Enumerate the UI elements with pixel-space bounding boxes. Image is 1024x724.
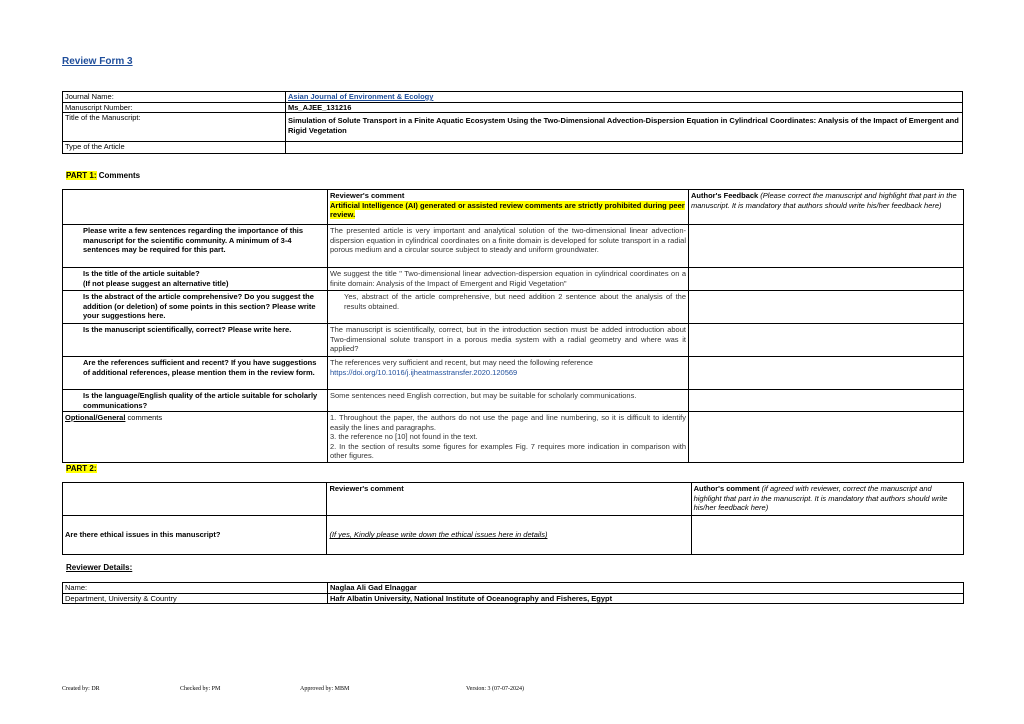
comment-title: We suggest the title " Two-dimensional linear advection-dispersion equation in cylindrical coordinates on a finite domain: Analysis of the Impact of Emergent and Rigid Vegetation"	[328, 268, 689, 291]
feedback-optional[interactable]	[689, 412, 964, 463]
ethics-question: Are there ethical issues in this manuscript?	[63, 516, 327, 555]
part2-reviewer-heading: Reviewer's comment	[327, 483, 691, 516]
reviewer-name-value: Naglaa Ali Gad Elnaggar	[328, 583, 964, 594]
feedback-scientific[interactable]	[689, 324, 964, 357]
feedback-references[interactable]	[689, 357, 964, 390]
part2-author-heading	[691, 483, 963, 516]
reviewer-comment-heading: Reviewer's comment	[330, 191, 405, 200]
part1-label	[66, 171, 140, 180]
ai-warning-text: Artificial Intelligence (AI) generated or assisted review comments are strictly prohibited during peer review.	[330, 200, 685, 219]
optional-item: 3. the reference no [10] not found in the text.	[330, 432, 478, 441]
author-feedback-instructions: (Please correct the manuscript and highlight that part in the manuscript. It is mandatory that authors should write his/her feedback here)	[691, 191, 957, 210]
feedback-language[interactable]	[689, 390, 964, 412]
part1-header-author	[689, 190, 964, 225]
manuscript-title-label: Title of the Manuscript:	[63, 113, 286, 142]
reviewer-dept-value: Hafr Albatin University, National Institute of Oceanography and Fisheres, Egypt	[328, 593, 964, 604]
optional-label-bold: Optional/General	[65, 413, 126, 422]
question-abstract: Is the abstract of the article comprehensive? Do you suggest the addition (or deletion) of some points in this section? Please write your suggestions here.	[63, 291, 328, 324]
optional-comments-label	[63, 412, 328, 463]
footer-checked: Checked by: PM	[180, 686, 221, 692]
footer-approved: Approved by: MBM	[300, 686, 350, 692]
comment-language: Some sentences need English correction, but may be suitable for scholarly communications.	[328, 390, 689, 412]
part1-comments-table	[62, 189, 964, 463]
ethics-answer: (If yes, Kindly please write down the ethical issues here in details)	[327, 516, 691, 555]
part2-header-blank	[63, 483, 327, 516]
optional-item: 1. Throughout the paper, the authors do not use the page and line numbering, so it is difficult to identify easily the lines and paragraphs.	[330, 413, 686, 432]
reviewer-details-table	[62, 582, 964, 604]
comment-abstract: Yes, abstract of the article comprehensive, but need addition 2 sentence about the analysis of the results obtained.	[344, 292, 686, 311]
feedback-importance[interactable]	[689, 225, 964, 268]
journal-name-label: Journal Name:	[63, 92, 286, 103]
optional-comments-list	[328, 412, 689, 463]
article-type-value	[286, 142, 963, 154]
comment-references: The references very sufficient and recent, but may need the following reference	[330, 358, 593, 367]
part2-ethics-table	[62, 482, 964, 555]
question-scientific: Is the manuscript scientifically, correct? Please write here.	[63, 324, 328, 357]
footer-created: Created by: DR	[62, 686, 100, 692]
manuscript-number-label: Manuscript Number:	[63, 102, 286, 113]
reviewer-details-label: Reviewer Details:	[66, 563, 133, 572]
comment-importance: The presented article is very important and analytical solution of the two-dimensional linear advection-dispersion equation in cylindrical coordinates on a finite domain is developed for solute transport in a radial porous medium and a circular source subject to steady and uniform groundwater.	[328, 225, 689, 268]
part1-header-reviewer	[328, 190, 689, 225]
manuscript-info-table	[62, 91, 963, 154]
question-references: Are the references sufficient and recent? If you have suggestions of additional references, please mention them in the review form.	[63, 357, 328, 390]
form-title: Review Form 3	[62, 56, 133, 67]
optional-item: 2. In the section of results some figures for examples Fig. 7 requires more indication in comparison with other figures.	[330, 441, 686, 460]
comment-scientific: The manuscript is scientifically, correct, but in the introduction section must be added introduction about Two-dimensional solute transport in a porous media system with a radial geometry and where was it applied?	[328, 324, 689, 357]
part1-label-rest: Comments	[96, 171, 141, 180]
manuscript-number-value: Ms_AJEE_131216	[286, 102, 963, 113]
reviewer-name-label: Name:	[63, 583, 328, 594]
footer-version: Version: 3 (07-07-2024)	[466, 686, 524, 692]
article-type-label: Type of the Article	[63, 142, 286, 154]
question-title: Is the title of the article suitable? (If not please suggest an alternative title)	[63, 268, 328, 291]
author-comment-heading: Author's comment	[693, 484, 760, 493]
author-feedback-heading: Author's Feedback	[691, 191, 759, 200]
journal-name-link[interactable]: Asian Journal of Environment & Ecology	[288, 92, 434, 101]
feedback-title[interactable]	[689, 268, 964, 291]
optional-label-rest: comments	[125, 413, 163, 422]
question-language: Is the language/English quality of the article suitable for scholarly communications?	[63, 390, 328, 412]
manuscript-title-value: Simulation of Solute Transport in a Finite Aquatic Ecosystem Using the Two-Dimensional Advection-Dispersion Equation in Cylindrical Coordinates: Analysis of the Impact of Emergent and Rigid Vegetation	[286, 113, 963, 142]
question-importance: Please write a few sentences regarding the importance of this manuscript for the scientific community. A minimum of 3-4 sentences may be required for this part.	[63, 225, 328, 268]
part1-label-part: PART 1:	[66, 171, 97, 180]
ethics-author-comment[interactable]	[691, 516, 963, 555]
feedback-abstract[interactable]	[689, 291, 964, 324]
part2-label: PART 2:	[66, 464, 97, 473]
reviewer-dept-label: Department, University & Country	[63, 593, 328, 604]
reference-doi-link[interactable]: https://doi.org/10.1016/j.ijheatmasstransfer.2020.120569	[330, 367, 518, 377]
author-comment-instructions: (if agreed with reviewer, correct the manuscript and highlight that part in the manuscript. It is mandatory that authors should write his/her feedback here)	[693, 484, 948, 512]
part1-header-blank	[63, 190, 328, 225]
